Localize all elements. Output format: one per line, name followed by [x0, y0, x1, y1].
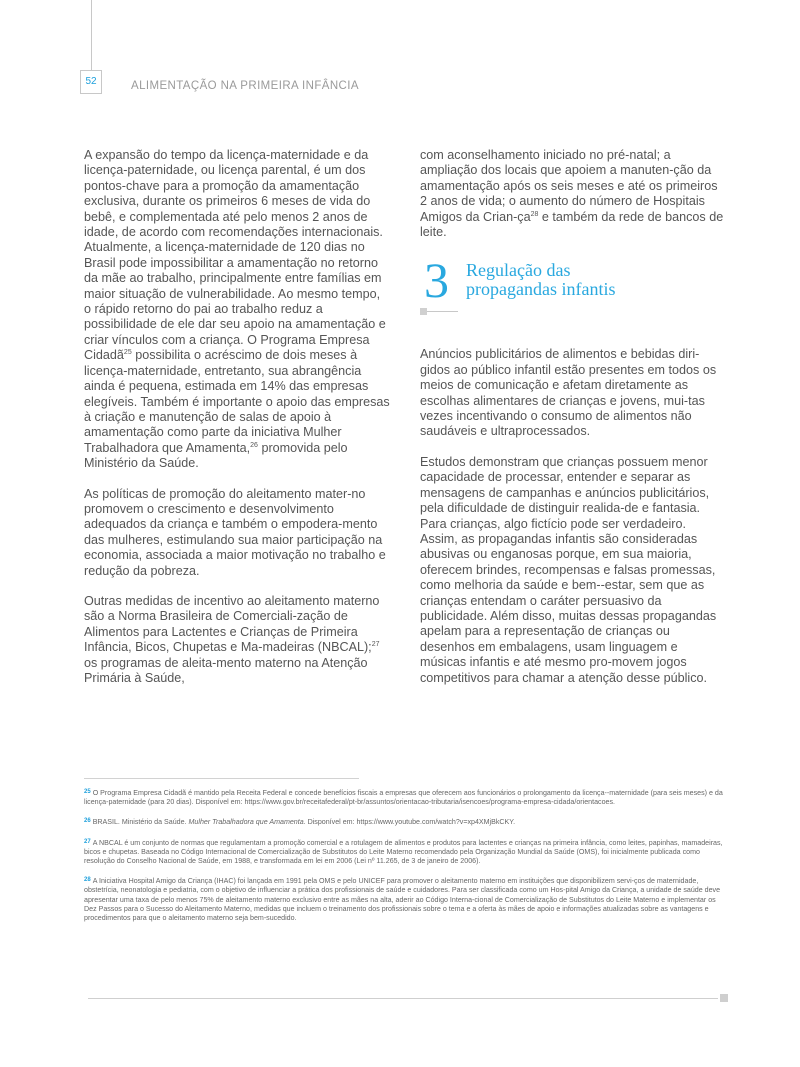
running-title: ALIMENTAÇÃO NA PRIMEIRA INFÂNCIA [131, 80, 359, 92]
paragraph: As políticas de promoção do aleitamento mater-no promovem o crescimento e desenvolvimento adequados da criança e também o empodera-mento das mulheres, estimulando sua maior participação na economia, associada a maior motivação no trabalho e redução da pobreza. [84, 486, 386, 578]
footnote-25 [84, 788, 726, 807]
section-number: 3 [424, 252, 449, 309]
text-run: Outras medidas de incentivo ao aleitamento materno são a Norma Brasileira de Comerciali-zação de Alimentos para Lactentes e Crianças de Primeira Infância, Bicos, Chupetas e Ma-madeiras (NBCAL); [84, 593, 380, 655]
footnote-ref-28[interactable]: 28 [530, 210, 539, 218]
footnote-text: A Iniciativa Hospital Amigo da Criança (IHAC) foi lançada em 1991 pela OMS e pelo UNICEF para promover o aleitamento materno em instituições que disponibilizem servi-ços de maternidade, obstetrícia, neonatologia e pediatria, com o objetivo de influenciar a prática dos profissionais de saúde e cuidadores. Para ser classificada como um Hos-pital Amigo da Criança, a unidade de saúde deve apresentar uma taxa de pelo menos 75% de aleitamento materno exclusivo entre as mães na alta, aderir ao Código Interna-cional de Comercialização de Substitutos do Leite Materno e implementar os Dez Passos para o Sucesso do Aleitamento Materno, medidas que incluem o treinamento dos profissionais sobre o tema e a oferta às mães de apoio e informações atualizadas sobre as vantagens e procedimentos para que o aleitamento materno seja bem-sucedido. [84, 877, 721, 923]
header-vertical-rule [91, 0, 92, 70]
paragraph [84, 148, 390, 472]
left-column [84, 148, 390, 701]
footnote-ref-26[interactable]: 26 [250, 441, 258, 449]
section-heading [420, 252, 726, 347]
text-run: os programas de aleita-mento materno na Atenção Primária à Saúde, [84, 655, 368, 685]
footnote-ref-27[interactable]: 27 [371, 641, 380, 649]
text-run: com aconselhamento iniciado no pré-natal; a ampliação dos locais que apoiem a manuten-ção da amamentação após os seis meses e até os primeiros 2 anos de vida; o aumento do número de Hospitais Amigos da Crian-ça [420, 148, 718, 224]
footnote-mark: 25 [84, 789, 91, 795]
footer-rule [88, 998, 718, 999]
text-run: possibilita o acréscimo de dois meses à licença-maternidade, entretanto, sua abrangência ainda é pequena, estimada em 14% das empresas elegíveis. Também é importante o apoio das empresas à criação e manutenção de salas de apoio à amamentação como parte da iniciativa Mulher Trabalhadora que Amamenta, [84, 348, 390, 455]
footnote-text: BRASIL. Ministério da Saúde. [92, 818, 189, 827]
paragraph: Estudos demonstram que crianças possuem menor capacidade de processar, entender e separar as mensagens de campanhas e anúncios publicitários, pela dificuldade de distinguir realida-de e fantasia. Para crianças, algo fictício pode ser verdadeiro. Assim, as propagandas infantis são consideradas abusivas ou enganosas porque, em sua maioria, oferecem brindes, recompensas e falsas promessas, como melhoria da saúde e bem--estar, sem que as crianças entendam o caráter persuasivo da publicidade. Além disso, muitas dessas propagandas apelam para a representação de crianças ou desenhos em embalagens, usam linguagem e músicas infantis e até mesmo pro-movem jogos competitivos para chamar a atenção desse público. [420, 454, 717, 685]
paragraph: Anúncios publicitários de alimentos e bebidas diri-gidos ao público infantil estão presentes em todos os meios de comunicação e afetam diretamente as escolhas alimentares de crianças e jovens, mui-tas vezes incentivando o consumo de alimentos não saudáveis e ultraprocessados. [420, 347, 717, 439]
footnote-text: O Programa Empresa Cidadã é mantido pela Receita Federal e concede benefícios fiscais a empresas que oferecem aos funcionários o prolongamento da licença--maternidade (para seis meses) e da licença-paternidade (para 20 dias). Disponível em: https://www.gov.br/receitafederal/pt-br/assuntos/orientacao-tributaria/isencoes/programa-empresa-cidada/orientacoes. [84, 789, 723, 807]
text-run: promovida pelo Ministério da Saúde. [84, 440, 348, 471]
footnote-text: A NBCAL é um conjunto de normas que regulamentam a promoção comercial e a rotulagem de alimentos e produtos para lactentes e crianças na primeira infância, como leites, papinhas, mamadeiras, bicos e chupetas. Baseada no Código Internacional de Comercialização de Substitutos do Leite Materno recomendado pela Organização Mundial da Saúde (OMS), foi inicialmente publicada como resolução do Conselho Nacional de Saúde, em 1988, e transformada em lei em 2006 (Lei nº 11.265, de 3 de janeiro de 2006). [84, 838, 723, 866]
footnote-26 [84, 817, 726, 827]
footnote-mark: 28 [84, 877, 91, 884]
footnote-27 [84, 838, 726, 867]
right-column [420, 148, 726, 701]
page-number: 52 [80, 70, 102, 94]
footnote-mark: 27 [84, 838, 91, 845]
footnote-mark: 26 [84, 818, 91, 825]
footer-marker-square [720, 994, 728, 1002]
section-title-line: propagandas infantis [466, 279, 616, 300]
footnotes [84, 788, 726, 933]
section-title-line: Regulação das [466, 260, 571, 281]
footnote-28 [84, 876, 726, 923]
footnote-text: . Disponível em: https://www.youtube.com/watch?v=xp4XMjBkCKY. [303, 818, 516, 827]
section-title [466, 261, 615, 299]
section-marker-square [420, 308, 427, 315]
paragraph [84, 594, 390, 686]
paragraph [420, 148, 726, 240]
footnote-divider [84, 778, 359, 779]
text-run: e também da rede de bancos de leite. [420, 209, 724, 240]
text-run: A expansão do tempo da licença-maternidade e da licença-paternidade, ou licença parental, é um dos pontos-chave para a promoção da amamentação exclusiva, durante os primeiros 6 meses de vida do bebê, e complementada até pelo menos 2 anos de idade, de acordo com recomendações internacionais. Atualmente, a licença-maternidade de 120 dias no Brasil pode impossibilitar a amamentação no retorno da mãe ao trabalho, principalmente entre famílias em maior situação de vulnerabilidade. Ao mesmo tempo, o rápido retorno do pai ao trabalho reduz a possibilidade de ele dar seu apoio na amamentação e criar vínculos com a criança. O Programa Empresa Cidadã [84, 148, 386, 363]
footnote-title-italic: Mulher Trabalhadora que Amamenta [188, 818, 304, 827]
footnote-ref-25[interactable]: 25 [123, 349, 132, 357]
